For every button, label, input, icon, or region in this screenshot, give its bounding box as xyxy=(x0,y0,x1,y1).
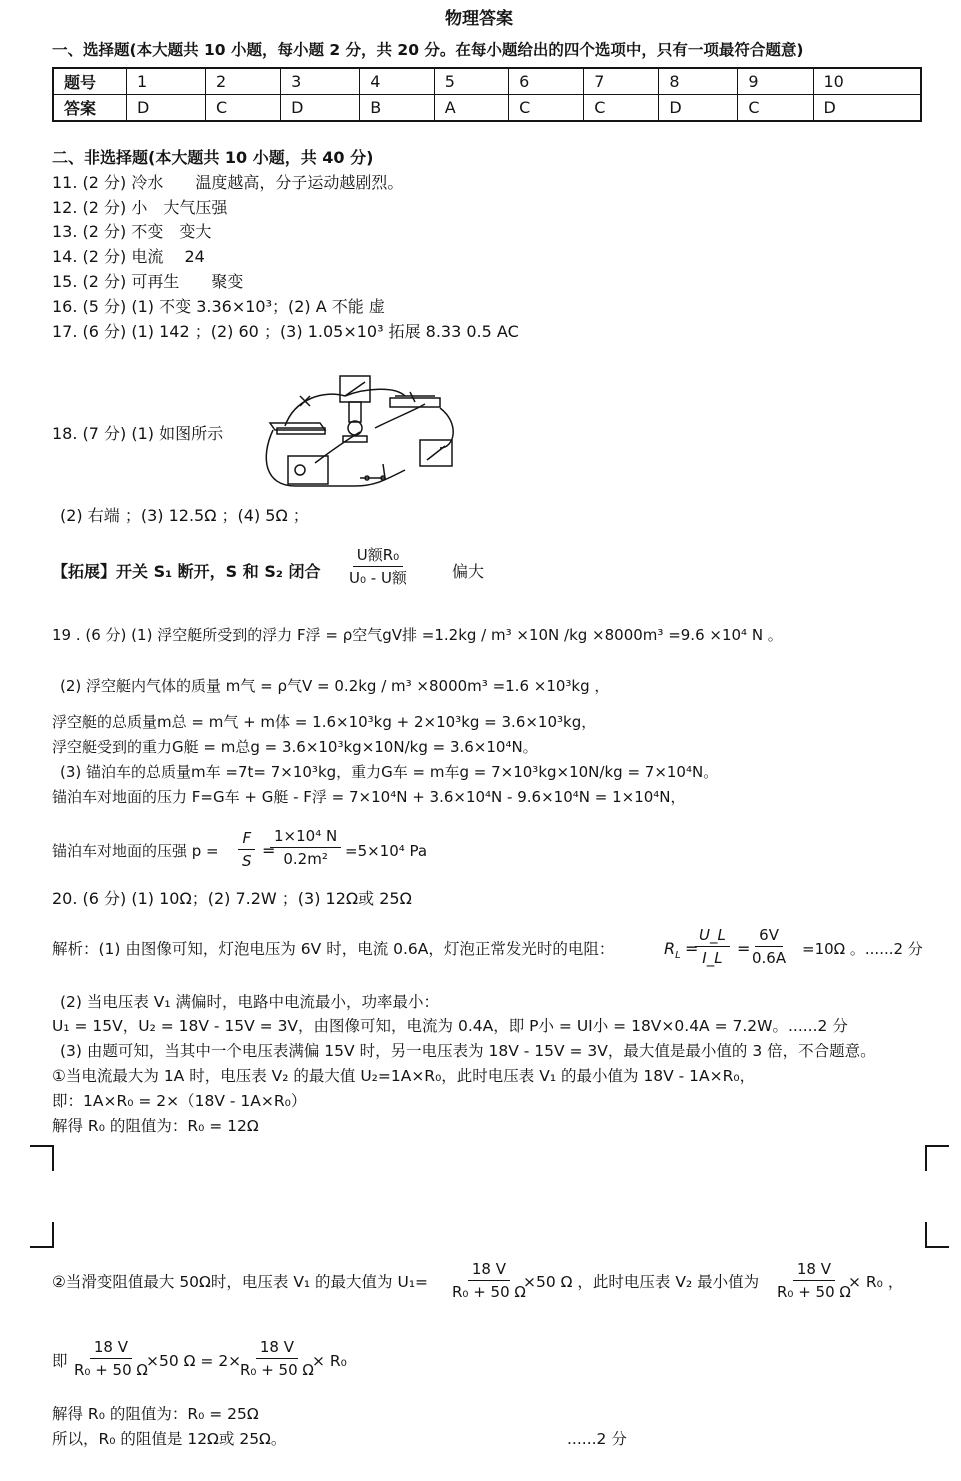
circuit-diagram xyxy=(255,368,470,493)
row-label: 题号 xyxy=(53,68,127,95)
answer-q19-line4: 浮空艇受到的重力G艇 = m总g = 3.6×10³kg×10N/kg = 3.6×10⁴N。 xyxy=(52,738,538,756)
fraction-denominator: U₀ - U额 xyxy=(349,569,407,587)
answer-q19-line3: 浮空艇的总质量m总 = m气 + m体 = 1.6×10³kg + 2×10³kg = 3.6×10³kg， xyxy=(52,713,597,731)
fraction-numerator: 6V xyxy=(755,926,783,947)
table-cell: 6 xyxy=(509,68,584,95)
table-cell: 3 xyxy=(281,68,360,95)
crop-mark xyxy=(30,1145,54,1171)
answer-q20-line10: 即 xyxy=(52,1352,68,1370)
table-row xyxy=(53,95,921,122)
answer-q19-line6: 锚泊车对地面的压力 F=G车 + G艇 - F浮 = 7×10⁴N + 3.6×10⁴N - 9.6×10⁴N = 1×10⁴N， xyxy=(52,788,686,806)
fraction-numerator: 18 V xyxy=(256,1338,298,1359)
table-cell: 1 xyxy=(127,68,206,95)
resistance-result: =10Ω 。......2 分 xyxy=(802,940,923,958)
section2-heading: 二、非选择题(本大题共 10 小题，共 40 分) xyxy=(52,148,374,167)
row-label: 答案 xyxy=(53,95,127,122)
answer-q20-line5: (3) 由题可知，当其中一个电压表满偏 15V 时，另一电压表为 18V - 15V = 3V，最大值是最小值的 3 倍，不合题意。 xyxy=(60,1042,876,1060)
q18-extension-fraction xyxy=(345,546,411,587)
answer-q20-line1: 20. (6 分) (1) 10Ω；(2) 7.2W ；(3) 12Ω或 25Ω xyxy=(52,889,412,908)
answer-q17: 17. (6 分) (1) 142 ；(2) 60 ；(3) 1.05×10³ 拓展 8.33 0.5 AC xyxy=(52,322,519,341)
table-cell: C xyxy=(206,95,281,122)
answer-table xyxy=(52,67,922,122)
answer-q20-line3: (2) 当电压表 V₁ 满偏时，电路中电流最小，功率最小： xyxy=(60,993,440,1011)
table-cell: 10 xyxy=(813,68,921,95)
table-cell: D xyxy=(281,95,360,122)
fraction-denominator: 0.2m² xyxy=(283,850,328,868)
fraction-denominator: R₀ + 50 Ω xyxy=(240,1361,314,1379)
resistance-symbol xyxy=(664,939,681,966)
equation-fraction-left xyxy=(70,1338,152,1379)
fraction-numerator: U额R₀ xyxy=(353,546,403,567)
table-cell: 5 xyxy=(434,68,508,95)
table-cell: C xyxy=(509,95,584,122)
fraction-numerator: F xyxy=(238,829,255,850)
table-cell: 4 xyxy=(360,68,434,95)
answer-q20-line4: U₁ = 15V，U₂ = 18V - 15V = 3V，由图像可知，电流为 0.4A，即 P小 = UI小 = 18V×0.4A = 7.2W。......2 分 xyxy=(52,1017,848,1035)
answer-q20-line9: ②当滑变阻值最大 50Ω时，电压表 V₁ 的最大值为 U₁= xyxy=(52,1273,429,1291)
answer-q19-line5: (3) 锚泊车的总质量m车 =7t= 7×10³kg，重力G车 = m车g = 7×10³kg×10N/kg = 7×10⁴N。 xyxy=(60,763,719,781)
table-cell: C xyxy=(584,95,659,122)
page-title: 物理答案 xyxy=(445,9,513,29)
answer-q20-line10-tail: × R₀ xyxy=(312,1352,347,1370)
fraction-denominator: R₀ + 50 Ω xyxy=(74,1361,148,1379)
q18-extension-tail: 偏大 xyxy=(452,562,485,581)
answer-q11: 11. (2 分) 冷水 温度越高，分子运动越剧烈。 xyxy=(52,173,404,192)
answer-q19-line1: 19 . (6 分) (1) 浮空艇所受到的浮力 F浮 = ρ空气gV排 =1.2kg / m³ ×10N /kg ×8000m³ =9.6 ×10⁴ N 。 xyxy=(52,626,783,644)
section1-heading: 一、选择题(本大题共 10 小题，每小题 2 分，共 20 分。在每小题给出的四个选项中，只有一项最符合题意) xyxy=(52,41,804,59)
symbol-r: R xyxy=(664,939,676,958)
pressure-fraction-numeric xyxy=(270,827,341,868)
fraction-numerator: 18 V xyxy=(90,1338,132,1359)
answer-q13: 13. (2 分) 不变 变大 xyxy=(52,222,212,241)
table-cell: D xyxy=(813,95,921,122)
q18-extension-label: 【拓展】开关 S₁ 断开，S 和 S₂ 闭合 xyxy=(52,562,321,581)
answer-q18-line2: (2) 右端 ；(3) 12.5Ω ；(4) 5Ω ； xyxy=(60,506,309,525)
answer-q20-line6: ①当电流最大为 1A 时，电压表 V₂ 的最大值 U₂=1A×R₀，此时电压表 V₁ 的最小值为 18V - 1A×R₀， xyxy=(52,1067,756,1085)
score-note: ......2 分 xyxy=(567,1430,627,1448)
resistance-fraction-symbolic xyxy=(695,926,730,967)
symbol-subscript: L xyxy=(675,950,681,962)
crop-mark xyxy=(925,1222,949,1248)
table-row xyxy=(53,68,921,95)
table-cell: C xyxy=(738,95,813,122)
fraction-denominator: 0.6A xyxy=(752,949,787,967)
answer-q12: 12. (2 分) 小 大气压强 xyxy=(52,198,228,217)
table-cell: 9 xyxy=(738,68,813,95)
table-cell: B xyxy=(360,95,434,122)
answer-q20-line12: 所以，R₀ 的阻值是 12Ω或 25Ω。 xyxy=(52,1430,287,1448)
crop-mark xyxy=(30,1222,54,1248)
answer-q20-analysis: 解析：(1) 由图像可知，灯泡电压为 6V 时，电流 0.6A，灯泡正常发光时的电阻： xyxy=(52,940,615,958)
answer-q19-line7: 锚泊车对地面的压强 p = xyxy=(52,842,219,860)
table-cell: 8 xyxy=(659,68,738,95)
fraction-numerator: 1×10⁴ N xyxy=(270,827,341,848)
answer-q14: 14. (2 分) 电流 24 xyxy=(52,247,205,266)
fraction-denominator: I_L xyxy=(702,949,723,967)
answer-q16: 16. (5 分) (1) 不变 3.36×10³；(2) A 不能 虚 xyxy=(52,297,385,316)
table-cell: A xyxy=(434,95,508,122)
answer-q20-line10-middle: ×50 Ω = 2× xyxy=(146,1352,242,1370)
table-cell: 2 xyxy=(206,68,281,95)
table-cell: 7 xyxy=(584,68,659,95)
answer-q20-line11: 解得 R₀ 的阻值为：R₀ = 25Ω xyxy=(52,1405,259,1423)
u2-fraction xyxy=(773,1260,855,1301)
answer-q20-line7: 即：1A×R₀ = 2×（18V - 1A×R₀） xyxy=(52,1092,307,1110)
answer-q20-line9-tail: × R₀ ， xyxy=(848,1273,904,1291)
fraction-numerator: 18 V xyxy=(468,1260,510,1281)
answer-q19-line2: (2) 浮空艇内气体的质量 m气 = ρ气V = 0.2kg / m³ ×8000m³ =1.6 ×10³kg ， xyxy=(60,677,610,695)
answer-q20-line8: 解得 R₀ 的阻值为：R₀ = 12Ω xyxy=(52,1117,259,1135)
answer-q18-line1: 18. (7 分) (1) 如图所示 xyxy=(52,424,224,443)
fraction-numerator: 18 V xyxy=(793,1260,835,1281)
pressure-result: =5×10⁴ Pa xyxy=(345,842,428,860)
answer-q15: 15. (2 分) 可再生 聚变 xyxy=(52,272,244,291)
equation-fraction-right xyxy=(236,1338,318,1379)
fraction-denominator: R₀ + 50 Ω xyxy=(452,1283,526,1301)
answer-q20-line9-middle: ×50 Ω ，此时电压表 V₂ 最小值为 xyxy=(523,1273,760,1291)
crop-mark xyxy=(925,1145,949,1171)
fraction-denominator: S xyxy=(242,852,252,870)
table-cell: D xyxy=(659,95,738,122)
table-cell: D xyxy=(127,95,206,122)
fraction-numerator: U_L xyxy=(695,926,730,947)
resistance-fraction-numeric xyxy=(748,926,790,967)
pressure-fraction-symbolic xyxy=(238,829,256,870)
u1-fraction xyxy=(448,1260,530,1301)
fraction-denominator: R₀ + 50 Ω xyxy=(777,1283,851,1301)
